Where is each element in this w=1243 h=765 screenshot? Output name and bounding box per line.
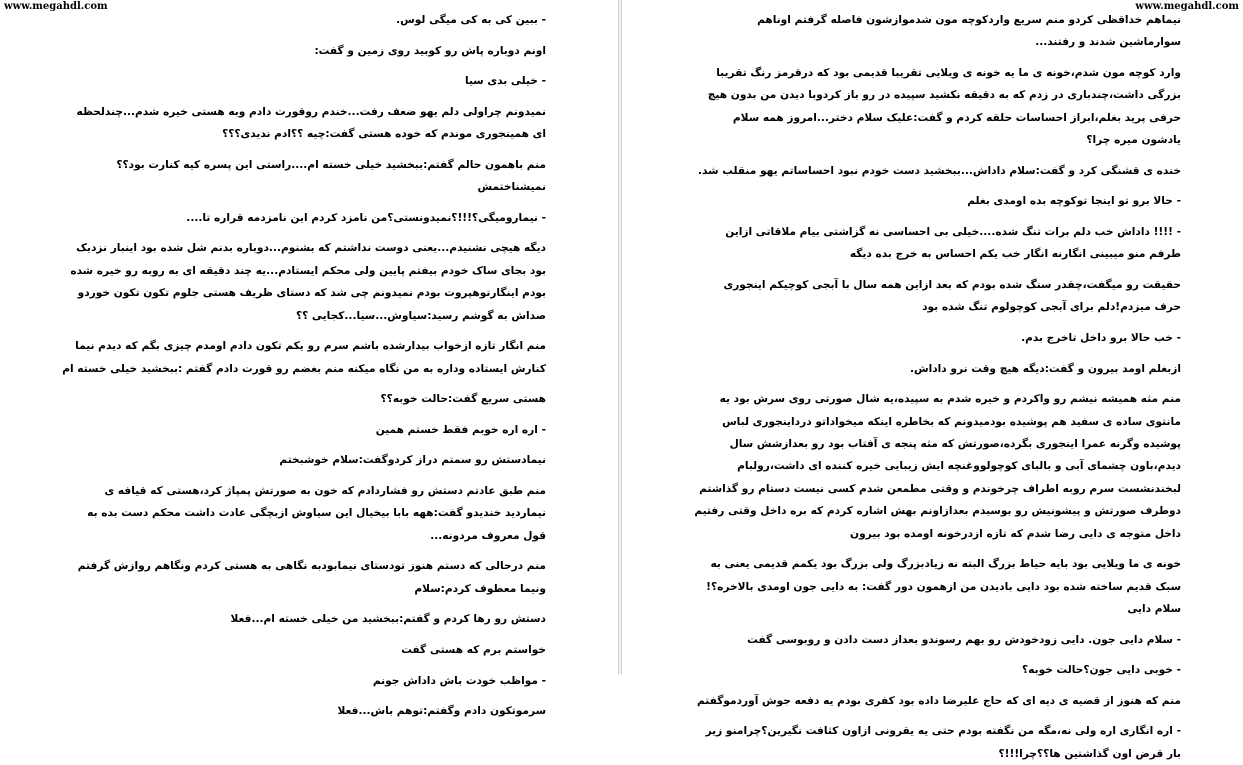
paragraph: - نیمارومیگی؟!!!؟نمیدونستی؟من نامزد کردم این نامزدمه قراره تا....: [186, 211, 546, 224]
paragraph: منم انگار تازه ازخواب بیدارشده باشم سرم رو یکم تکون دادم اومدم چیزی بگم که دیدم نیما کنارش ایستاده وداره به من نگاه میکنه منم بغضم رو قورت دادم گفتم :ببخشید خیلی خسته ام: [62, 340, 546, 375]
paragraph: خواستم برم که هستی گفت: [401, 643, 546, 656]
paragraph: - مواظب خودت باش داداش جونم: [372, 674, 546, 687]
paragraph: دستش رو رها کردم و گفتم:ببخشید من خیلی خسته ام...فعلا: [230, 613, 546, 626]
right-page: [622, 0, 1243, 760]
left-page: [0, 0, 618, 718]
paragraph: حقیقت رو میگفت،چقدر سنگ شده بودم که بعد ازاین همه سال با آبجی کوچیکم اینجوری حرف میزدم!دلم برای آبجی کوچولوم تنگ شده بود: [723, 279, 1181, 314]
left-page-body: [62, 0, 546, 723]
paragraph: منم طبق عادتم دستش رو فشاردادم که خون به صورتش پمپاژ کرد،هستی که قیافه ی نیماردید خندیدو گفت:ههه بابا بیخیال این سیاوش ازبچگی عادت داشت محکم دست بده به قول معروف مردونه...: [87, 484, 546, 542]
paragraph: - ببین کی به کی میگی لوس.: [396, 14, 546, 26]
paragraph: خنده ی قشنگی کرد و گفت:سلام داداش...ببخشید دست خودم نبود احساساتم یهو منقلب شد.: [698, 164, 1181, 177]
paragraph: سرموتکون دادم وگفتم:توهم باش...فعلا: [337, 705, 546, 718]
paragraph: دیگه هیچی نشنیدم...یعنی دوست نداشتم که بشنوم...دوباره بدنم شل شده بود اینبار نزدیک بود بجای ساک خودم بیفتم پایین ولی محکم ایستادم...یه چند دقیقه ای به روبه رو خیره شده بودم اینگارتوهپروت بودم نمیدونم چی شد که دستای ظریف هستی جلوم تکون تکون خوردو صداش به گوشم رسید:سیاوش...سیا...کجایی ؟؟: [70, 242, 546, 322]
paragraph: منم مثه همیشه نیشم رو واکردم و خیره شدم به سپیده،یه شال صورتی روی سرش بود یه مانتوی ساده ی سفید هم پوشیده بودمیدونم که بخاطره اینکه میخواداتو درداینجوری لباس پوشیده وگرنه عمرا اینجوری بگرده،صورتش که مثه پنجه ی آفتاب بود رو بعدازشش سال دیدم،باون چشمای آبی و بالبای کوچولووغنچه ایش زیبایی خیره کننده ای داشت،رولبام لبخندنشست سرم روبه اطراف چرخوندم و وقتی مطمعن شدم کسی نیست دستام رو گذاشتم دوطرف صورتش و پیشونیش رو بوسیدم بعدازاونم بهش اشاره کردم که بره داخل وقتی رفتیم داخل متوجه ی دایی رضا شدم که تازه ازدرخونه اومده بود بیرون: [694, 393, 1181, 540]
paragraph: نیمادستش رو سمتم دراز کردوگفت:سلام خوشبختم: [279, 454, 546, 467]
paragraph: - خب حالا برو داخل تاخرج بدم.: [1021, 332, 1181, 344]
paragraph: ازبغلم اومد بیرون و گفت:دیگه هیچ وقت نرو داداش.: [909, 362, 1181, 375]
paragraph: خونه ی ما ویلایی بود بایه حیاط بزرگ البته نه زیادبزرگ ولی بزرگ بود یکمم قدیمی یعنی به سبک قدیم ساخته شده بود دایی بادیدن من ازهمون دور گفت: به دایی جون اومدی بالاخره؟!سلام دایی: [706, 558, 1181, 616]
paragraph: - اره انگاری اره ولی نه،مگه من نگفته بودم حتی یه یقرونی ازاون کثافت نگیرین؟چرامنو زیر بار قرض اون گذاشتین ها؟؟چرا!!!؟: [705, 725, 1181, 760]
watermark: www.megahdl.com: [4, 1, 108, 12]
paragraph: اونم دوباره پاش رو کوبید روی زمین و گفت:: [314, 44, 546, 57]
paragraph: - اره اره خوبم فقط خستم همین: [375, 423, 546, 436]
paragraph: منم درحالی که دستم هنوز تودستای نیمابودبه نگاهی به هستی کردم ونگاهم روازش گرفتم ونیما معطوف کردم:سلام: [77, 560, 546, 595]
paragraph: - خیلی بدی سیا: [465, 75, 546, 88]
watermark: www.megahdl.com: [1135, 1, 1239, 12]
paragraph: منم که هنوز از قضیه ی دیه ای که حاج علیرضا داده بود کفری بودم یه دفعه جوش آوردموگفتم: [696, 694, 1181, 707]
paragraph: وارد کوچه مون شدم،خونه ی ما یه خونه ی ویلایی تقریبا قدیمی بود که درقرمز رنگ تقریبا بزرگی داشت،چندباری در زدم که به دقیقه نکشید سپیده در رو باز کردوبا دیدن من بدون هیچ حرفی پرید بغلم،ابراز احساسات حلقه کردم و گفت:علیک سلام دختر...امروز همه سلام یادشون میره چرا؟: [707, 67, 1181, 147]
paragraph: نیماهم خداقظی کردو منم سریع واردکوچه مون شدموازشون فاصله گرفتم اوناهم سوارماشین شدند و رفتند...: [757, 14, 1181, 49]
paragraph: - !!!! داداش خب دلم برات تنگ شده....خیلی بی احساسی نه گزاشتی بیام ملاقاتی ازاین طرفم منو میبینی انگارنه انگار خب یکم احساس به خرج بده دیگه: [725, 226, 1181, 261]
paragraph: منم باهمون حالم گفتم:ببخشید خیلی خسته ام....راستی این پسره کیه کنارت بود؟؟نمیشناختمش: [116, 158, 546, 194]
paragraph: - حالا برو تو اینجا توکوچه بده اومدی بغلم: [967, 195, 1181, 208]
paragraph: - سلام دایی جون. دایی زودخودش رو بهم رسوندو بعداز دست دادن و روبوسی گفت: [747, 633, 1181, 646]
paragraph: هستی سریع گفت:حالت خوبه؟؟: [380, 393, 546, 406]
paragraph: نمیدونم چراولی دلم یهو ضعف رفت...خندم روقورت دادم وبه هستی خیره شدم...چندلحظه ای همینجوری موندم که خوده هستی گفت:چیه ؟؟ادم ندیدی؟؟؟: [76, 105, 546, 141]
paragraph: - خوبی دایی جون؟حالت خوبه؟: [1022, 664, 1181, 677]
right-page-body: [694, 0, 1181, 765]
